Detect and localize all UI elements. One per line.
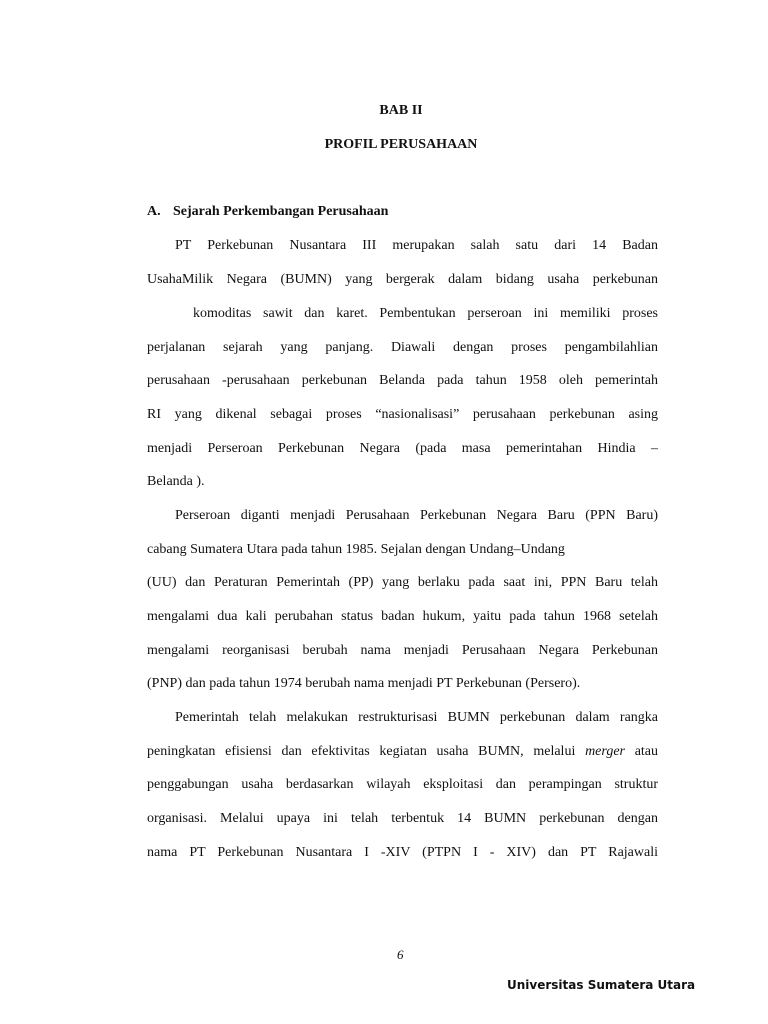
paragraph-line-text: peningkatan efisiensi dan efektivitas kegiatan usaha BUMN, melalui xyxy=(147,744,576,759)
section-heading xyxy=(147,204,388,220)
paragraph-line: komoditas sawit dan karet. Pembentukan perseroan ini memiliki proses xyxy=(193,306,658,321)
page-number: 6 xyxy=(397,947,404,962)
paragraph-line: perusahaan -perusahaan perkebunan Belanda pada tahun 1958 oleh pemerintah xyxy=(147,373,658,388)
paragraph-line: menjadi Perseroan Perkebunan Negara (pada masa pemerintahan Hindia – xyxy=(147,441,658,456)
paragraph-line: Pemerintah telah melakukan restrukturisasi BUMN perkebunan dalam rangka xyxy=(175,710,658,725)
paragraph-line: (UU) dan Peraturan Pemerintah (PP) yang berlaku pada saat ini, PPN Baru telah xyxy=(147,575,658,590)
section-title: Sejarah Perkembangan Perusahaan xyxy=(173,204,389,219)
section-letter: A. xyxy=(147,204,161,219)
paragraph-line: Perseroan diganti menjadi Perusahaan Perkebunan Negara Baru (PPN Baru) xyxy=(175,508,658,523)
paragraph-line: penggabungan usaha berdasarkan wilayah eksploitasi dan perampingan struktur xyxy=(147,777,658,792)
paragraph-line: mengalami reorganisasi berubah nama menjadi Perusahaan Negara Perkebunan xyxy=(147,643,658,658)
paragraph-line: Belanda ). xyxy=(147,474,205,489)
paragraph-line: mengalami dua kali perubahan status badan hukum, yaitu pada tahun 1968 setelah xyxy=(147,609,658,624)
paragraph-line: PT Perkebunan Nusantara III merupakan salah satu dari 14 Badan xyxy=(175,238,658,253)
chapter-title: PROFIL PERUSAHAAN xyxy=(324,137,478,152)
italic-term: merger xyxy=(585,744,625,759)
paragraph-line: UsahaMilik Negara (BUMN) yang bergerak dalam bidang usaha perkebunan xyxy=(147,272,658,287)
paragraph-line: nama PT Perkebunan Nusantara I -XIV (PTPN I - XIV) dan PT Rajawali xyxy=(147,845,658,860)
paragraph-line: RI yang dikenal sebagai proses “nasionalisasi” perusahaan perkebunan asing xyxy=(147,407,658,422)
paragraph-line: organisasi. Melalui upaya ini telah terbentuk 14 BUMN perkebunan dengan xyxy=(147,811,658,826)
paragraph-line-text: atau xyxy=(634,744,659,759)
paragraph-line: cabang Sumatera Utara pada tahun 1985. Sejalan dengan Undang–Undang xyxy=(147,542,565,557)
paragraph-line: perjalanan sejarah yang panjang. Diawali dengan proses pengambilahlian xyxy=(147,340,658,355)
chapter-number: BAB II xyxy=(379,103,423,118)
paragraph-line xyxy=(147,743,658,761)
paragraph-line: (PNP) dan pada tahun 1974 berubah nama menjadi PT Perkebunan (Persero). xyxy=(147,676,581,691)
footer-institution: Universitas Sumatera Utara xyxy=(507,978,696,992)
